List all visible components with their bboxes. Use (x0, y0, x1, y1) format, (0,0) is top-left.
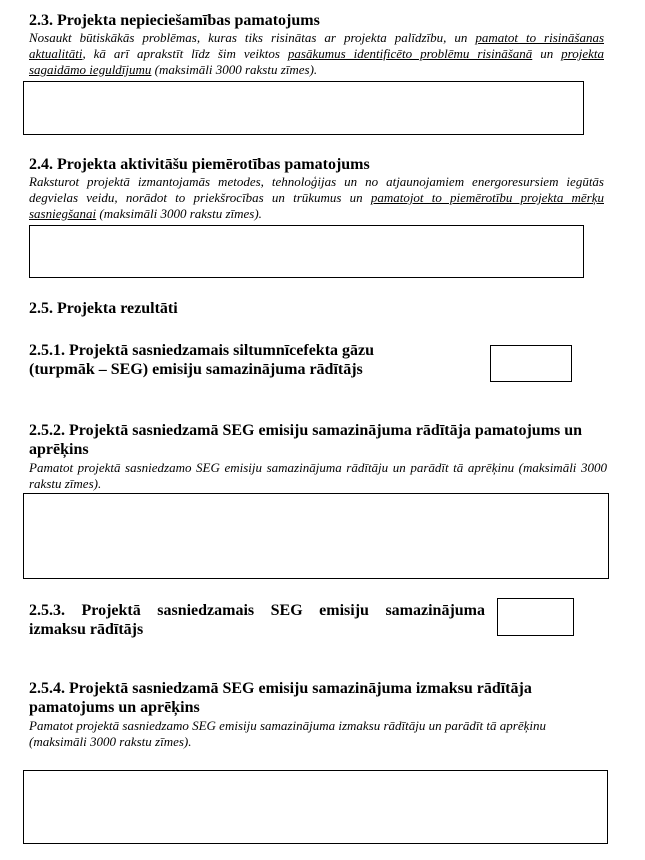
section-2-3-answer-field[interactable] (23, 81, 584, 135)
section-2-5-3-heading-line2: izmaksu rādītājs (29, 621, 144, 638)
section-2-5-4 (29, 679, 607, 750)
section-2-5-2-heading: 2.5.2. Projektā sasniedzamā SEG emisiju samazinājuma rādītāja pamatojums un aprēķins (29, 422, 583, 458)
section-2-4-description: Raksturot projektā izmantojamās metodes, tehnoloģijas un no atjaunojamiem energoresursiem iegūtās degvielas veidu, norādot to priekšrocības un trūkumus un pamatojot to piemērotību projekta mērķu sasniegšanai (maksimāli 3000 rakstu zīmes). (29, 174, 604, 221)
section-2-5-4-answer-field[interactable] (23, 770, 608, 844)
section-2-5-heading: 2.5. Projekta rezultāti (29, 300, 178, 317)
section-2-3 (29, 11, 604, 78)
section-2-5-1-heading-line2: (turpmāk – SEG) emisiju samazinājuma rādītājs (29, 361, 363, 378)
section-2-5-2 (29, 421, 607, 492)
section-2-3-description: Nosaukt būtiskākās problēmas, kuras tiks risinātas ar projekta palīdzību, un pamatot to risināšanas aktualitāti, kā arī aprakstīt līdz šim veiktos pasākumus identificēto problēmu risināšanā un projekta sagaidāmo ieguldījumu (maksimāli 3000 rakstu zīmes). (29, 30, 605, 77)
section-2-5-4-heading: 2.5.4. Projektā sasniedzamā SEG emisiju samazinājuma izmaksu rādītāja pamatojums un aprēķins (29, 680, 532, 716)
section-2-5-3-value-field[interactable] (497, 598, 574, 636)
section-2-5-1 (29, 341, 469, 379)
section-2-5-2-description: Pamatot projektā sasniedzamo SEG emisiju samazinājuma rādītāju un parādīt tā aprēķinu (maksimāli 3000 rakstu zīmes). (29, 460, 607, 491)
section-2-5-1-heading-line1: 2.5.1. Projektā sasniedzamais siltumnīcefekta gāzu (29, 342, 375, 359)
section-2-4-answer-field[interactable] (29, 225, 584, 278)
section-2-4-heading: 2.4. Projekta aktivitāšu piemērotības pamatojums (29, 156, 370, 173)
section-2-5-3-heading-line1: 2.5.3. Projektā sasniedzamais SEG emisiju samazinājuma (29, 602, 485, 619)
section-2-5-4-description: Pamatot projektā sasniedzamo SEG emisiju samazinājuma izmaksu rādītāju un parādīt tā aprēķinu (maksimāli 3000 rakstu zīmes). (29, 718, 546, 749)
section-2-5-1-value-field[interactable] (490, 345, 572, 382)
section-2-5-2-answer-field[interactable] (23, 493, 609, 579)
section-2-3-heading: 2.3. Projekta nepieciešamības pamatojums (29, 12, 320, 29)
section-2-4 (29, 155, 604, 222)
section-2-5-3 (29, 601, 485, 639)
